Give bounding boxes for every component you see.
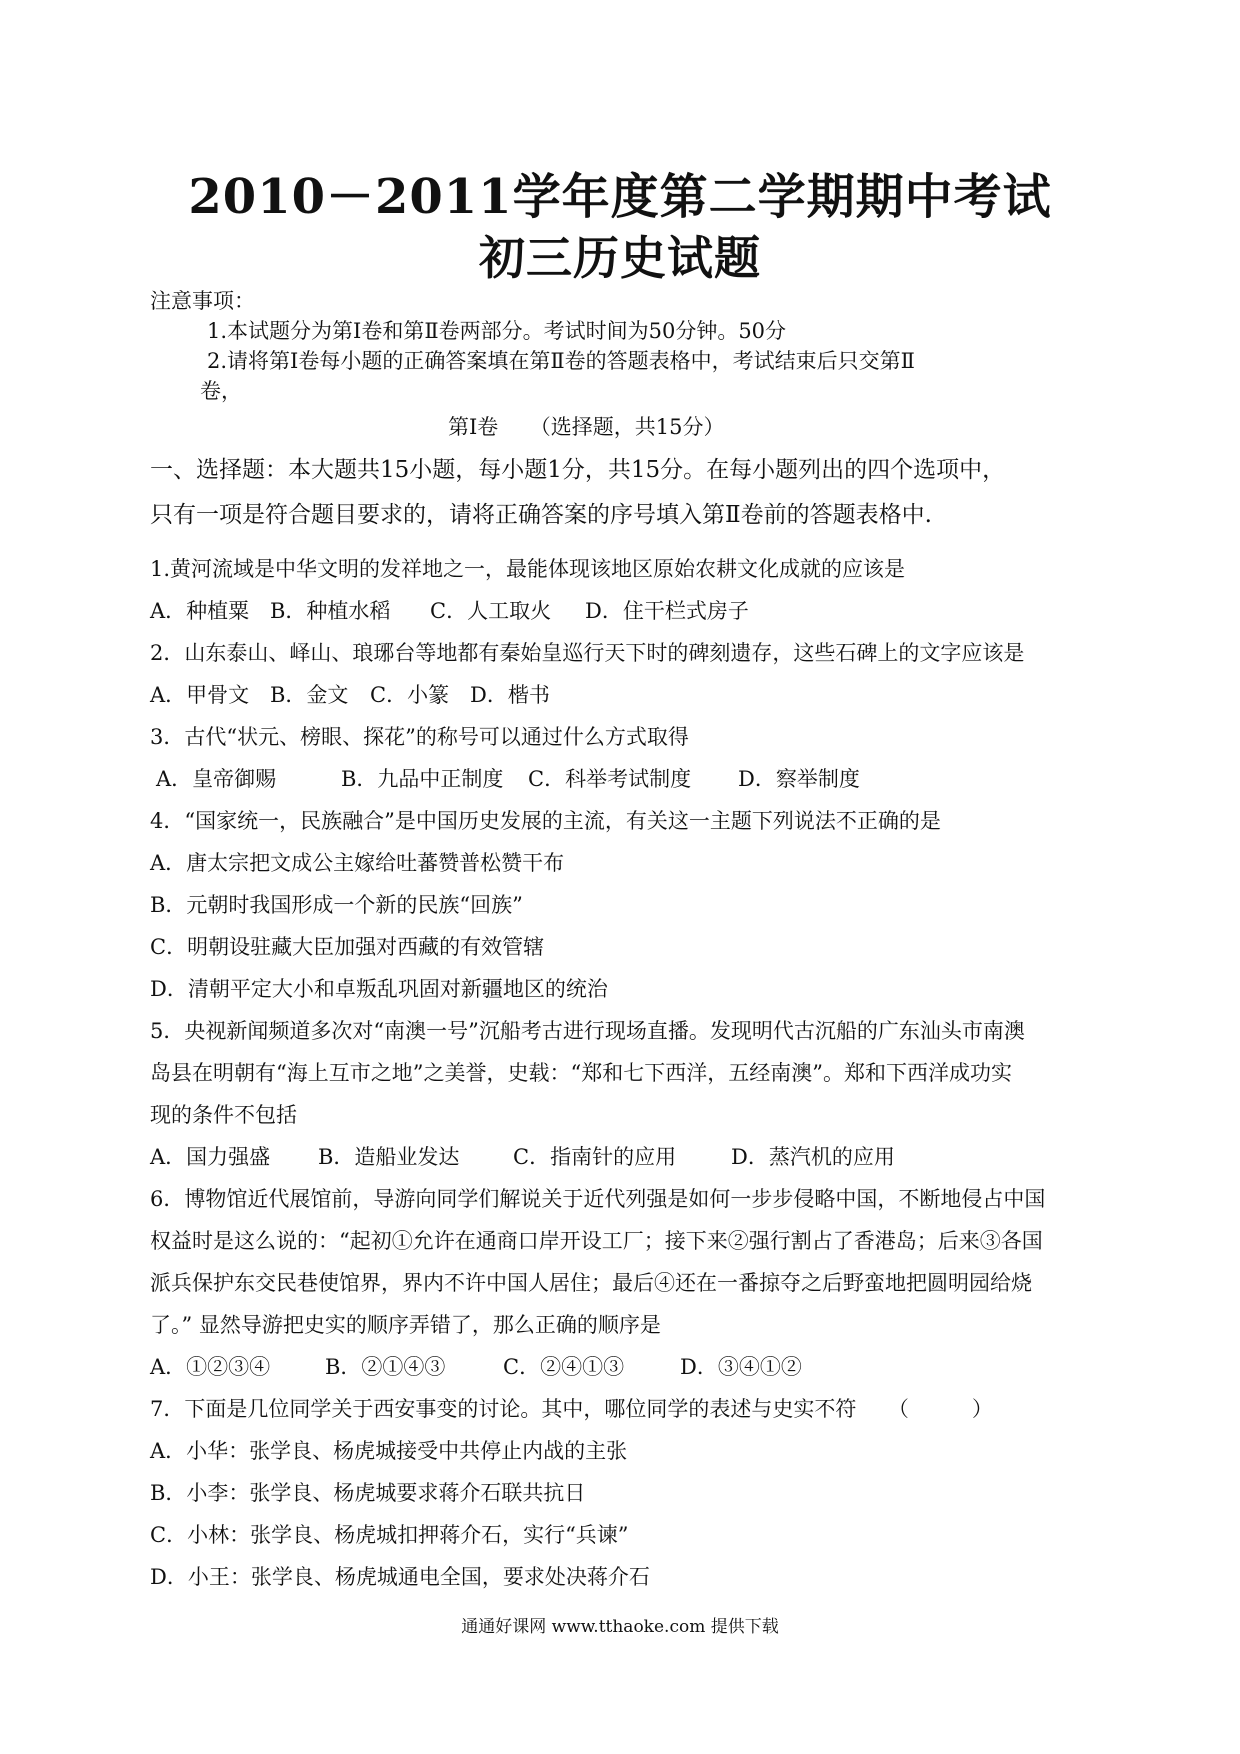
option-b: B．九品中正制度 (341, 767, 504, 791)
option-d: D．住干栏式房子 (585, 599, 749, 623)
option-b: B．②①④③ (325, 1355, 446, 1379)
option-b: B．金文 (270, 683, 349, 707)
question-6-stem-4: 了。” 显然导游把史实的顺序弄错了，那么正确的顺序是 (150, 1313, 661, 1337)
exam-subtitle: 初三历史试题 (479, 231, 761, 285)
option-c: C．②④①③ (503, 1355, 625, 1379)
section-header: 第Ⅰ卷 （选择题，共15分） (448, 415, 725, 439)
option-a: A．国力强盛 (150, 1145, 271, 1169)
instructions-line-1: 一、选择题：本大题共15小题，每小题1分，共15分。在每小题列出的四个选项中， (150, 457, 1006, 483)
question-2-options (150, 680, 1080, 710)
question-1-stem: 1.黄河流域是中华文明的发祥地之一，最能体现该地区原始农耕文化成就的应该是 (150, 557, 906, 581)
option-c: C．人工取火 (430, 599, 552, 623)
notice-item-2: 2.请将第Ⅰ卷每小题的正确答案填在第Ⅱ卷的答题表格中，考试结束后只交第Ⅱ (207, 349, 915, 373)
option-a: A．种植粟 (150, 599, 250, 623)
notice-item-2-cont: 卷， (200, 379, 242, 403)
question-4-option-d: D．清朝平定大小和卓叛乱巩固对新疆地区的统治 (150, 977, 608, 1001)
question-5-stem-2: 岛县在明朝有“海上互市之地”之美誉，史载：“郑和七下西洋，五经南澳”。郑和下西洋成功实 (150, 1061, 1012, 1085)
option-a: A．①②③④ (150, 1355, 271, 1379)
option-d: D．楷书 (470, 683, 550, 707)
option-c: C．小篆 (370, 683, 450, 707)
option-b: B．种植水稻 (270, 599, 391, 623)
question-4-option-b: B．元朝时我国形成一个新的民族“回族” (150, 893, 523, 917)
question-6-stem-3: 派兵保护东交民巷使馆界，界内不许中国人居住；最后④还在一番掠夺之后野蛮地把圆明园给烧 (150, 1271, 1032, 1295)
option-d: D．察举制度 (738, 767, 860, 791)
option-a: A．皇帝御赐 (156, 767, 277, 791)
page-footer: 通通好课网 www.tthaoke.com 提供下载 (461, 1617, 779, 1637)
instructions-line-2: 只有一项是符合题目要求的，请将正确答案的序号填入第Ⅱ卷前的答题表格中. (150, 502, 932, 528)
question-5-stem-1: 5．央视新闻频道多次对“南澳一号”沉船考古进行现场直播。发现明代古沉船的广东汕头市南澳 (150, 1019, 1025, 1043)
notice-heading: 注意事项： (150, 289, 255, 313)
option-a: A．甲骨文 (150, 683, 250, 707)
option-d: D．蒸汽机的应用 (731, 1145, 895, 1169)
question-6-options (150, 1352, 1080, 1382)
option-c: C．科举考试制度 (528, 767, 692, 791)
question-7-stem: 7．下面是几位同学关于西安事变的讨论。其中，哪位同学的表述与史实不符 （ ） (150, 1397, 993, 1421)
question-6-stem-1: 6．博物馆近代展馆前，导游向同学们解说关于近代列强是如何一步步侵略中国，不断地侵占中国 (150, 1187, 1046, 1211)
option-c: C．指南针的应用 (513, 1145, 677, 1169)
question-6-stem-2: 权益时是这么说的：“起初①允许在通商口岸开设工厂；接下来②强行割占了香港岛；后来③各国 (150, 1229, 1043, 1253)
option-d: D．③④①② (680, 1355, 802, 1379)
question-1-options (150, 596, 1080, 626)
question-7-option-a: A．小华：张学良、杨虎城接受中共停止内战的主张 (150, 1439, 628, 1463)
question-4-stem: 4．“国家统一，民族融合”是中国历史发展的主流，有关这一主题下列说法不正确的是 (150, 809, 941, 833)
question-2-stem: 2．山东泰山、峄山、琅琊台等地都有秦始皇巡行天下时的碑刻遗存，这些石碑上的文字应该是 (150, 641, 1025, 665)
question-7-option-d: D．小王：张学良、杨虎城通电全国，要求处决蒋介石 (150, 1565, 650, 1589)
question-3-options (156, 764, 1086, 794)
question-7-option-c: C．小林：张学良、杨虎城扣押蒋介石，实行“兵谏” (150, 1523, 629, 1547)
option-b: B．造船业发达 (318, 1145, 460, 1169)
notice-item-1: 1.本试题分为第Ⅰ卷和第Ⅱ卷两部分。考试时间为50分钟。50分 (207, 319, 787, 343)
question-4-option-a: A．唐太宗把文成公主嫁给吐蕃赞普松赞干布 (150, 851, 565, 875)
exam-title: 2010－2011学年度第二学期期中考试 (188, 169, 1052, 225)
question-3-stem: 3．古代“状元、榜眼、探花”的称号可以通过什么方式取得 (150, 725, 689, 749)
question-5-stem-3: 现的条件不包括 (150, 1103, 297, 1127)
question-5-options (150, 1142, 1080, 1172)
question-7-option-b: B．小李：张学良、杨虎城要求蒋介石联共抗日 (150, 1481, 586, 1505)
question-4-option-c: C．明朝设驻藏大臣加强对西藏的有效管辖 (150, 935, 545, 959)
